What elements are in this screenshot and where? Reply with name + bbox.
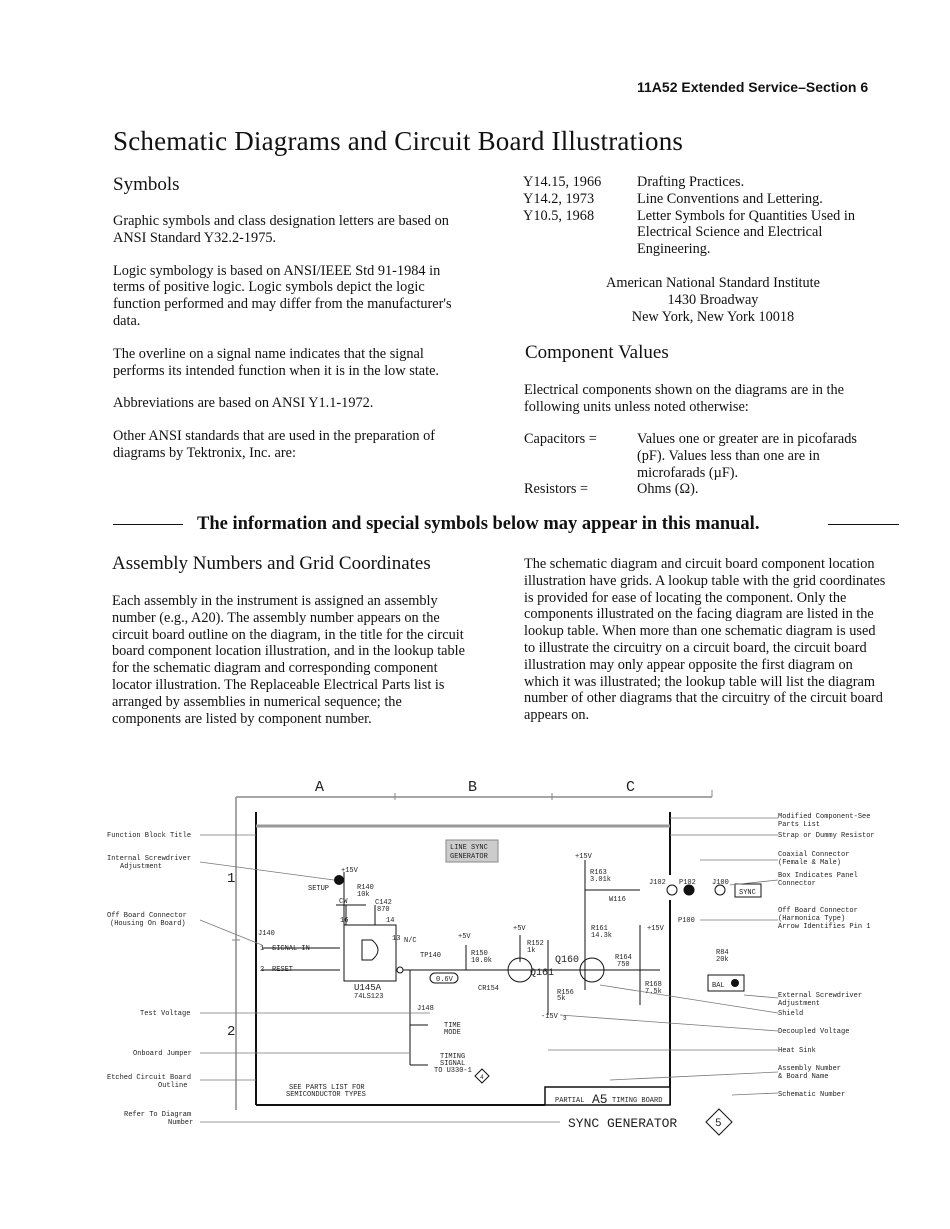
- component-ref: R152: [527, 940, 544, 948]
- supply-label: +15V: [575, 853, 592, 861]
- assembly-left-text: Each assembly in the instrument is assigned an assembly number (e.g., A20). The assembly number appears on the circuit board outline on the diagram, in the title for the circuit board component location illustration, and in the lookup table for the schematic diagram and corresponding component locator illustration. The Replaceable Electrical Parts list is arranged by assemblies in numerical sequence; the components are listed by component number.: [112, 593, 465, 727]
- component-ref: R140: [357, 884, 374, 892]
- assembly-heading: Assembly Numbers and Grid Coordinates: [112, 553, 431, 574]
- assembly-number: A5: [592, 1092, 608, 1107]
- panel-connector-label: SYNC: [739, 889, 756, 897]
- callout-label: Outline: [158, 1082, 188, 1090]
- component-ref: R84: [716, 949, 729, 957]
- component-ref: R161: [591, 925, 608, 933]
- callout-label: (Harmonica Type): [778, 915, 846, 923]
- internal-adjust-icon: [334, 875, 344, 885]
- callout-label: Shield: [778, 1010, 804, 1018]
- symbols-paragraph: Graphic symbols and class designation letters are based on ANSI Standard Y32.2-1975.: [113, 213, 449, 246]
- standard-desc: Letter Symbols for Quantities Used in Electrical Science and Electrical Engineering.: [637, 207, 855, 258]
- callout-label: Adjustment: [778, 1000, 821, 1008]
- component-ref: R150: [471, 950, 488, 958]
- cw-label: CW: [339, 898, 348, 906]
- ic-type: 74LS123: [354, 993, 384, 1001]
- assembly-board-name: TIMING BOARD: [612, 1097, 663, 1105]
- adjustment-label: BAL: [712, 982, 725, 990]
- example-schematic: [0, 770, 950, 1190]
- callout-label: Internal Screwdriver: [107, 855, 192, 863]
- standards-row: [523, 191, 873, 208]
- callout-label: Heat Sink: [778, 1047, 816, 1055]
- component-value: 1k: [527, 947, 536, 955]
- address-line: American National Standard Institute: [606, 275, 820, 291]
- callout-label: Connector: [778, 880, 816, 888]
- supply-label: +15V: [647, 925, 664, 933]
- connector-ref: J100: [712, 879, 729, 887]
- schematic-title: SYNC GENERATOR: [568, 1116, 678, 1131]
- jumper-label: MODE: [444, 1029, 461, 1037]
- strap-ref: W116: [609, 896, 626, 904]
- component-ref: R156: [557, 989, 574, 997]
- pin-number: 2: [260, 966, 265, 974]
- symbols-heading: Symbols: [113, 174, 180, 195]
- standards-row: [523, 208, 873, 258]
- component-value: 10.0k: [471, 957, 493, 965]
- component-values-table: [524, 431, 874, 498]
- standard-desc: Drafting Practices.: [637, 174, 745, 190]
- supply-label: +15V: [341, 867, 358, 875]
- signal-name: RESET: [272, 966, 294, 974]
- pin-number: 1: [260, 945, 265, 953]
- callout-label: (Housing On Board): [110, 920, 186, 928]
- symbols-text: [113, 213, 468, 478]
- assembly-right-text: The schematic diagram and circuit board component location illustration have grids. A lookup table with the grid coordinates is provided for ease of locating the component. Only the components illustrated on the facing diagram are listed in the lookup table. When more than one schematic diagram is used to illustrate the circuitry on a circuit board, the circuit board illustration may only appear opposite the first diagram on which it was illustrated; the lookup table will list the diagram number of other diagrams that the circuitry of the circuit board appears on.: [524, 556, 886, 724]
- standards-table: [523, 174, 873, 258]
- callout-label: Arrow Identifies Pin 1: [778, 923, 871, 931]
- callout-label: Adjustment: [120, 863, 163, 871]
- decoupled-index: 3: [563, 1015, 567, 1022]
- callout-label: & Board Name: [778, 1073, 829, 1081]
- testpoint-ref: TP140: [420, 952, 442, 960]
- grid-row-label: 1: [227, 871, 236, 887]
- grid-col-label: C: [626, 779, 636, 796]
- callout-label: Off Board Connector: [778, 907, 858, 915]
- jumper-label: TIME: [444, 1022, 461, 1030]
- assembly-partial: PARTIAL: [555, 1097, 585, 1105]
- diagram-ref-number: 4: [480, 1074, 484, 1081]
- component-value: 870: [377, 906, 390, 914]
- callout-label: Modified Component-See: [778, 813, 871, 821]
- test-voltage: 0.6V: [436, 976, 453, 984]
- banner-text: The information and special symbols below may appear in this manual.: [197, 514, 760, 534]
- banner-rule-left: [113, 524, 183, 525]
- block-title-line: LINE SYNC: [450, 844, 488, 852]
- component-values-row: [524, 481, 874, 498]
- signal-name: TO U330-1: [434, 1067, 472, 1075]
- callout-label: Number: [168, 1119, 194, 1127]
- note-text: SEMICONDUCTOR TYPES: [286, 1091, 366, 1099]
- component-value: 14.3k: [591, 932, 613, 940]
- callout-label: External Screwdriver: [778, 992, 863, 1000]
- symbols-paragraph: Other ANSI standards that are used in the preparation of diagrams by Tektronix, Inc. are:: [113, 428, 435, 461]
- banner-rule-right: [828, 524, 899, 525]
- symbols-paragraph: Abbreviations are based on ANSI Y1.1-1972.: [113, 395, 374, 412]
- connector-ref: P102: [679, 879, 696, 887]
- grid-col-label: A: [315, 779, 325, 796]
- connector-ref: J102: [649, 879, 666, 887]
- standard-code: Y14.2, 1973: [523, 190, 595, 207]
- signal-name: TIMING: [440, 1053, 466, 1061]
- component-ref: R168: [645, 981, 662, 989]
- callout-label: Refer To Diagram: [124, 1111, 192, 1119]
- callout-label: Strap or Dummy Resistor: [778, 832, 875, 840]
- component-values-row: [524, 431, 874, 481]
- callout-label: Assembly Number: [778, 1065, 842, 1073]
- component-value: 7.5k: [645, 988, 662, 996]
- supply-label: -15V: [541, 1013, 558, 1021]
- connector-ref: J140: [258, 930, 275, 938]
- ic-ref: U145A: [354, 983, 382, 993]
- component-ref: C142: [375, 899, 392, 907]
- screwdriver-adjust-icon: [731, 979, 739, 987]
- callout-label: (Female & Male): [778, 859, 842, 867]
- transistor-ref: Q160: [555, 955, 580, 966]
- symbols-paragraph: Logic symbology is based on ANSI/IEEE Std 91-1984 in terms of positive logic. Logic symbols depict the logic function performed and may differ from the manufacturer's data.: [113, 262, 452, 329]
- callout-label: Test Voltage: [140, 1010, 191, 1018]
- address-line: New York, New York 10018: [631, 308, 795, 325]
- note-text: SEE PARTS LIST FOR: [289, 1084, 365, 1092]
- component-value: 5k: [557, 995, 566, 1003]
- component-value: 750: [617, 961, 630, 969]
- signal-name: SIGNAL IN: [272, 945, 310, 953]
- cv-value: Ohms (Ω).: [637, 481, 699, 498]
- component-value: 20k: [716, 956, 729, 964]
- callout-label: Off Board Connector: [107, 912, 187, 920]
- callout-label: Box Indicates Panel: [778, 872, 858, 880]
- ansi-address: [560, 275, 866, 325]
- callout-label: Coaxial Connector: [778, 851, 850, 859]
- standard-desc: Line Conventions and Lettering.: [637, 190, 823, 207]
- connector-ref: J148: [417, 1005, 434, 1013]
- callout-label: Function Block Title: [107, 832, 192, 840]
- output-bubble: [397, 967, 403, 973]
- address-line: 1430 Broadway: [667, 291, 759, 308]
- callout-label: Etched Circuit Board: [107, 1074, 192, 1082]
- block-title-line: GENERATOR: [450, 853, 488, 861]
- transistor-ref: Q161: [530, 968, 555, 979]
- component-values-heading: Component Values: [525, 342, 669, 363]
- cv-label: Resistors =: [524, 481, 589, 498]
- callout-label: Onboard Jumper: [133, 1050, 192, 1058]
- page-title: Schematic Diagrams and Circuit Board Illustrations: [113, 126, 684, 156]
- signal-name: SIGNAL: [440, 1060, 466, 1068]
- component-ref: CR154: [478, 985, 500, 993]
- component-value: 3.01k: [590, 876, 612, 884]
- grid-col-label: B: [468, 779, 478, 796]
- pin-number: 16: [340, 917, 349, 925]
- supply-label: +5V: [458, 933, 471, 941]
- cv-label: Capacitors =: [524, 431, 597, 447]
- callout-label: Schematic Number: [778, 1091, 846, 1099]
- component-ref: R163: [590, 869, 607, 877]
- component-ref: R164: [615, 954, 632, 962]
- connector-ref: P100: [678, 917, 695, 925]
- pin-number: 14: [386, 917, 395, 925]
- cv-value: Values one or greater are in picofarads (pF). Values less than one are in microfarads (µF).: [637, 431, 857, 481]
- schematic-number: 5: [715, 1118, 722, 1130]
- component-value: 10k: [357, 891, 370, 899]
- callout-label: Parts List: [778, 821, 821, 829]
- ic-u145a: [344, 925, 396, 981]
- callout-label: Decoupled Voltage: [778, 1028, 850, 1036]
- component-values-intro: Electrical components shown on the diagrams are in the following units unless noted otherwise:: [524, 382, 844, 415]
- standard-code: Y10.5, 1968: [523, 207, 595, 224]
- grid-row-label: 2: [227, 1024, 236, 1040]
- pin-number: 13: [392, 935, 401, 943]
- nc-label: N/C: [404, 937, 417, 945]
- standards-row: [523, 174, 873, 191]
- symbols-paragraph: The overline on a signal name indicates that the signal performs its intended function when it is in the low state.: [113, 345, 439, 379]
- standard-code: Y14.15, 1966: [523, 174, 602, 190]
- supply-label: +5V: [513, 925, 526, 933]
- section-header: 11A52 Extended Service–Section 6: [637, 79, 869, 95]
- setup-label: SETUP: [308, 885, 330, 893]
